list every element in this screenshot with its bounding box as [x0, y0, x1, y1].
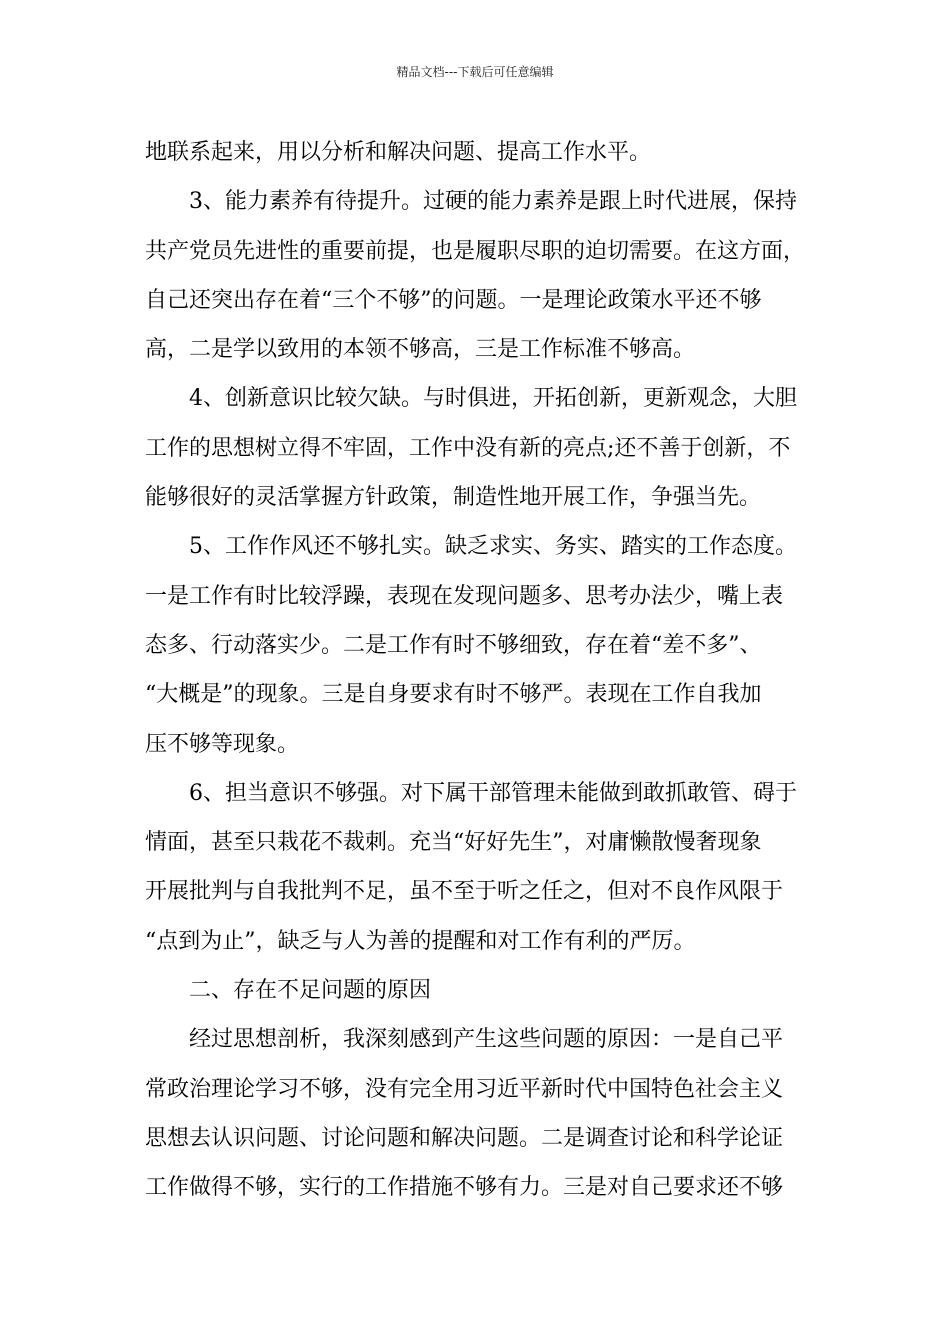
paragraph-line: 常政治理论学习不够，没有完全用习近平新时代中国特色社会主义 [145, 1076, 784, 1102]
paragraph-line: 工作的思想树立得不牢固，工作中没有新的亮点;还不善于创新，不 [145, 435, 791, 461]
paragraph-line: 6、担当意识不够强。对下属干部管理未能做到敢抓敢管、碍于 [189, 780, 797, 806]
paragraph-line: 思想去认识问题、讨论问题和解决问题。二是调查讨论和科学论证 [145, 1125, 784, 1151]
paragraph-line: 工作做得不够，实行的工作措施不够有力。三是对自己要求还不够 [145, 1175, 784, 1201]
paragraph-line: 压不够等现象。 [145, 731, 300, 757]
paragraph-line: 经过思想剖析，我深刻感到产生这些问题的原因：一是自己平 [189, 1027, 784, 1053]
section-heading: 二、存在不足问题的原因 [189, 978, 432, 1004]
paragraph-line: 自己还突出存在着“三个不够”的问题。一是理论政策水平还不够 [145, 287, 762, 313]
paragraph-line: 一是工作有时比较浮躁，表现在发现问题多、思考办法少，嘴上表 [145, 583, 784, 609]
paragraph-line: 高，二是学以致用的本领不够高，三是工作标准不够高。 [145, 337, 696, 363]
page-header: 精品文档---下载后可任意编辑 [396, 65, 554, 79]
paragraph-line: 3、能力素养有待提升。过硬的能力素养是跟上时代进展，保持 [189, 189, 797, 215]
paragraph-line: 态多、行动落实少。二是工作有时不够细致，存在着“差不多”、 [145, 632, 762, 658]
paragraph-line: 共产党员先进性的重要前提，也是履职尽职的迫切需要。在这方面， [145, 238, 806, 264]
paragraph-line: 5、工作作风还不够扎实。缺乏求实、务实、踏实的工作态度。 [189, 534, 797, 560]
paragraph-line: 开展批判与自我批判不足，虽不至于听之任之，但对不良作风限于 [145, 879, 784, 905]
paragraph-line: 4、创新意识比较欠缺。与时俱进，开拓创新，更新观念，大胆 [189, 386, 797, 412]
document-body [145, 128, 805, 1213]
paragraph-line: “点到为止”，缺乏与人为善的提醒和对工作有利的严厉。 [145, 928, 696, 954]
paragraph-line: “大概是”的现象。三是自身要求有时不够严。表现在工作自我加 [145, 682, 762, 708]
paragraph-line: 能够很好的灵活掌握方针政策，制造性地开展工作，争强当先。 [145, 485, 762, 511]
paragraph-line: 情面，甚至只栽花不裁刺。充当“好好先生”，对庸懒散慢奢现象 [145, 830, 762, 856]
paragraph-line: 地联系起来，用以分析和解决问题、提高工作水平。 [145, 140, 652, 165]
